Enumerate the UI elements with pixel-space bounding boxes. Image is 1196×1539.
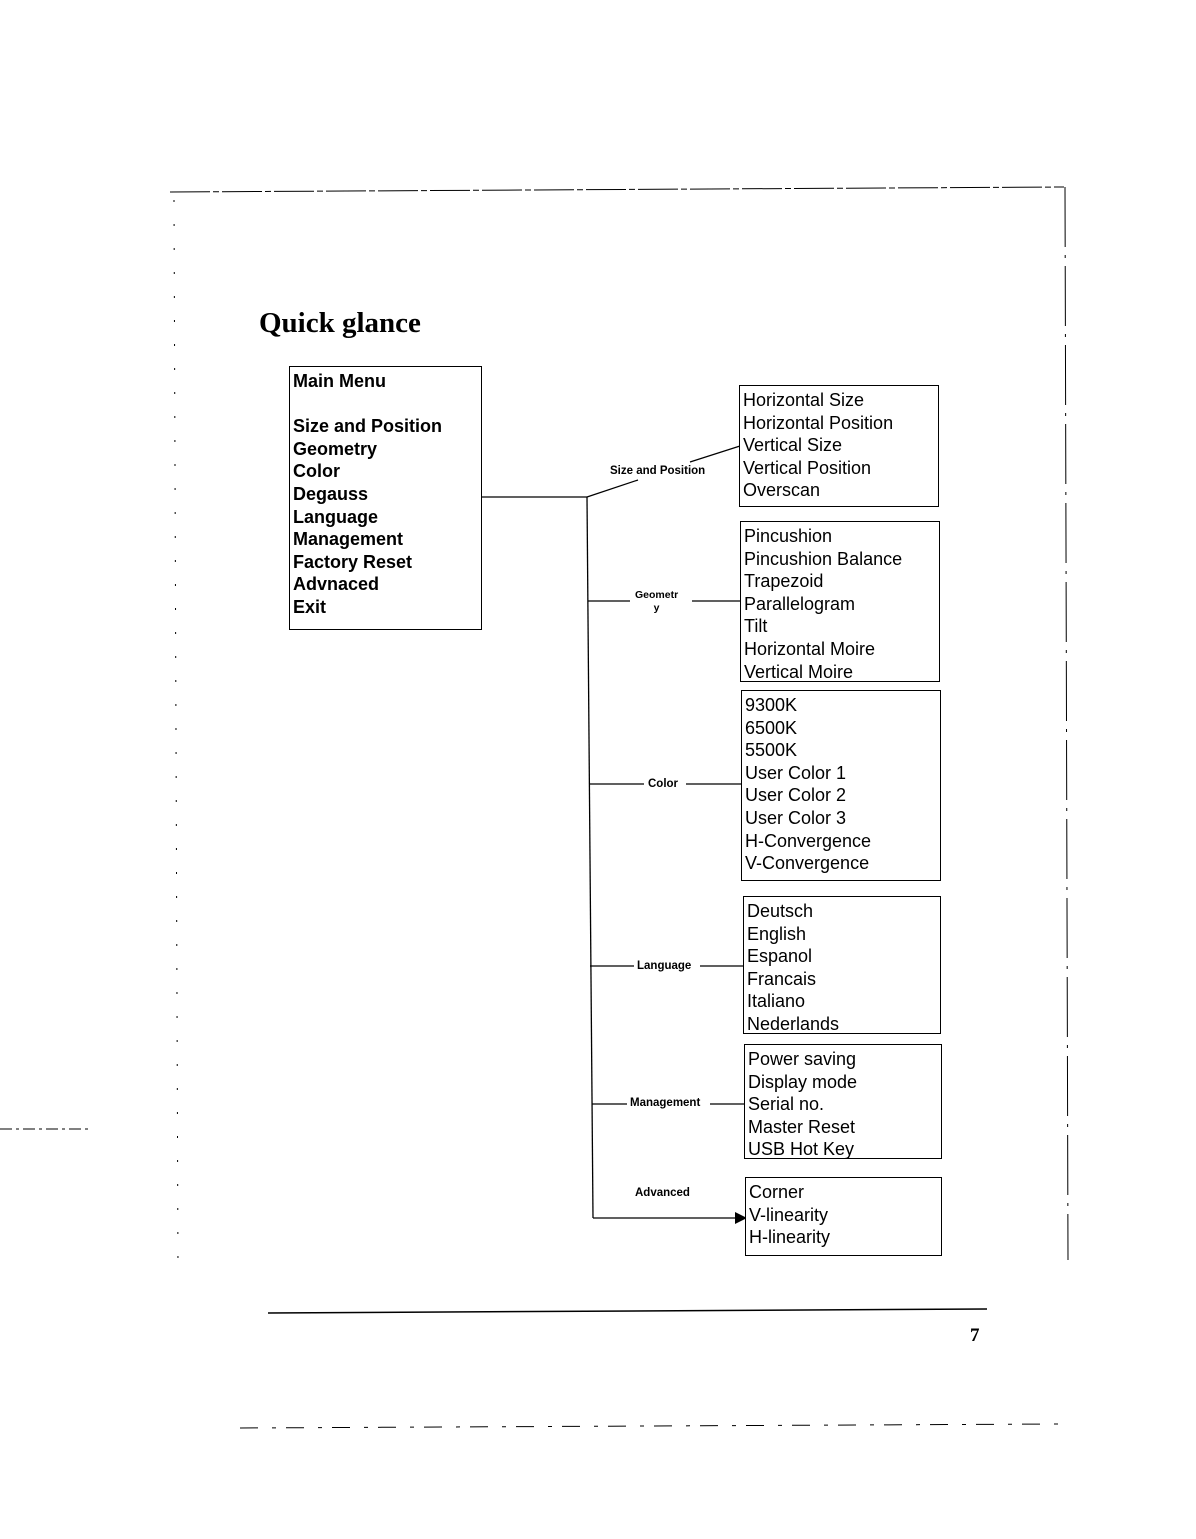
- submenu-item: User Color 2: [745, 785, 847, 806]
- submenu-item: V-linearity: [749, 1204, 829, 1225]
- submenu-item: Parallelogram: [744, 593, 856, 614]
- submenu-item: English: [747, 923, 807, 944]
- submenu-item: H-linearity: [749, 1227, 831, 1248]
- branch-label-size-position: Size and Position: [610, 465, 706, 477]
- submenu-item: Horizontal Size: [743, 390, 865, 410]
- page-number: 7: [970, 1325, 980, 1346]
- submenu-item: USB Hot Key: [748, 1139, 855, 1160]
- submenu-item: Overscan: [743, 480, 821, 501]
- submenu-item: Vertical Moire: [744, 661, 854, 682]
- submenu-item: Italiano: [747, 991, 806, 1012]
- submenu-language: [743, 896, 941, 1034]
- main-menu-box: [289, 366, 482, 630]
- main-menu-item-size-position: Size and Position: [293, 416, 443, 437]
- submenu-size-position: [739, 385, 939, 507]
- scan-mark-bottom: [240, 1424, 1060, 1428]
- frame-left-line: [174, 200, 178, 1270]
- page-title: Quick glance: [259, 307, 421, 339]
- branch-label-geometry: Geometr y: [635, 589, 679, 614]
- submenu-item: Trapezoid: [744, 571, 824, 592]
- submenu-item: Deutsch: [747, 901, 814, 921]
- footer-rule: [268, 1309, 987, 1313]
- submenu-item: Power saving: [748, 1049, 857, 1069]
- submenu-item: Tilt: [744, 616, 768, 637]
- submenu-item: User Color 3: [745, 807, 847, 828]
- submenu-item: 6500K: [745, 717, 798, 738]
- branch-label-management: Management: [630, 1097, 701, 1109]
- submenu-management: [744, 1044, 942, 1159]
- frame-top-line: [170, 187, 1064, 192]
- branch-label-language: Language: [637, 960, 692, 972]
- submenu-item: Vertical Position: [743, 457, 872, 478]
- main-menu-item-degauss: Degauss: [293, 483, 369, 504]
- submenu-item: Corner: [749, 1182, 805, 1202]
- submenu-item: Horizontal Moire: [744, 638, 876, 659]
- submenu-geometry: [740, 521, 940, 682]
- submenu-item: Serial no.: [748, 1094, 825, 1115]
- submenu-item: V-Convergence: [745, 853, 870, 874]
- main-menu-item-language: Language: [293, 506, 379, 527]
- submenu-item: Vertical Size: [743, 435, 843, 456]
- main-menu-item-geometry: Geometry: [293, 438, 378, 459]
- submenu-item: Master Reset: [748, 1116, 856, 1137]
- size-branch-line-right: [690, 446, 740, 462]
- main-menu-item-exit: Exit: [293, 596, 327, 617]
- submenu-item: 5500K: [745, 740, 798, 761]
- size-branch-line: [587, 480, 638, 497]
- submenu-item: H-Convergence: [745, 830, 872, 851]
- submenu-item: Nederlands: [747, 1013, 840, 1034]
- submenu-color: [741, 690, 941, 881]
- submenu-advanced: [745, 1177, 942, 1256]
- main-menu-item-advanced: Advnaced: [293, 574, 380, 595]
- main-menu-item-factory-reset: Factory Reset: [293, 551, 413, 572]
- submenu-item: Pincushion: [744, 526, 833, 546]
- branch-label-advanced: Advanced: [635, 1187, 690, 1199]
- submenu-item: Espanol: [747, 946, 813, 967]
- submenu-item: 9300K: [745, 695, 798, 715]
- frame-right-line: [1065, 187, 1068, 1260]
- main-menu-item-management: Management: [293, 529, 404, 550]
- trunk-line: [587, 497, 593, 1218]
- branch-label-color: Color: [648, 778, 679, 790]
- submenu-item: Display mode: [748, 1071, 858, 1092]
- main-menu-item-color: Color: [293, 461, 340, 482]
- submenu-item: Pincushion Balance: [744, 548, 903, 569]
- main-menu-heading: Main Menu: [293, 371, 386, 391]
- submenu-item: User Color 1: [745, 762, 847, 783]
- submenu-item: Horizontal Position: [743, 412, 894, 433]
- submenu-item: Francais: [747, 968, 817, 989]
